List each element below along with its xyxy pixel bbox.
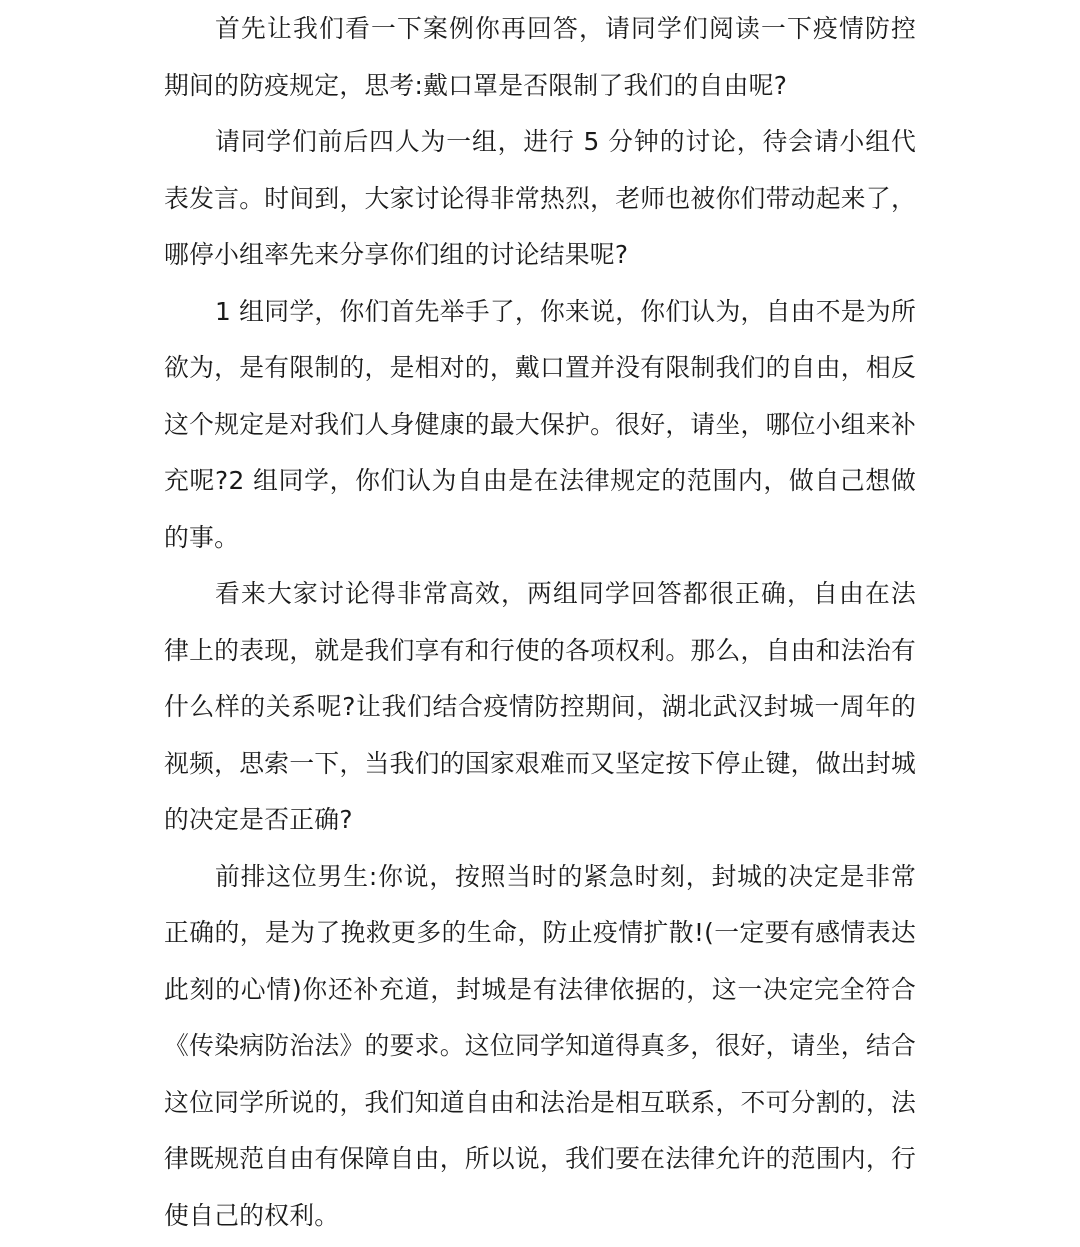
paragraph-5: 前排这位男生:你说，按照当时的紧急时刻，封城的决定是非常正确的，是为了挽救更多的生命，防止疫情扩散!(一定要有感情表达此刻的心情)你还补充道，封城是有法律依据的，这一决定完全符合《传染病防治法》的要求。这位同学知道得真多，很好，请坐，结合这位同学所说的，我们知道自由和法治是相互联系，不可分割的，法律既规范自由有保障自由，所以说，我们要在法律允许的范围内，行使自己的权利。 xyxy=(164,861,916,1230)
paragraph-1: 首先让我们看一下案例你再回答，请同学们阅读一下疫情防控期间的防疫规定，思考:戴口罩是否限制了我们的自由呢? xyxy=(164,14,916,100)
paragraph-2: 请同学们前后四人为一组，进行 5 分钟的讨论，待会请小组代表发言。时间到，大家讨论得非常热烈，老师也被你们带动起来了，哪停小组率先来分享你们组的讨论结果呢? xyxy=(164,127,916,269)
paragraph-4: 看来大家讨论得非常高效，两组同学回答都很正确，自由在法律上的表现，就是我们享有和行使的各项权利。那么，自由和法治有什么样的关系呢?让我们结合疫情防控期间，湖北武汉封城一周年的视频，思索一下，当我们的国家艰难而又坚定按下停止键，做出封城的决定是否正确? xyxy=(164,579,916,834)
document-body xyxy=(164,0,916,1244)
paragraph-3: 1 组同学，你们首先举手了，你来说，你们认为，自由不是为所欲为，是有限制的，是相对的，戴口置并没有限制我们的自由，相反这个规定是对我们人身健康的最大保护。很好，请坐，哪位小组来补充呢?2 组同学，你们认为自由是在法律规定的范围内，做自己想做的事。 xyxy=(164,296,916,552)
